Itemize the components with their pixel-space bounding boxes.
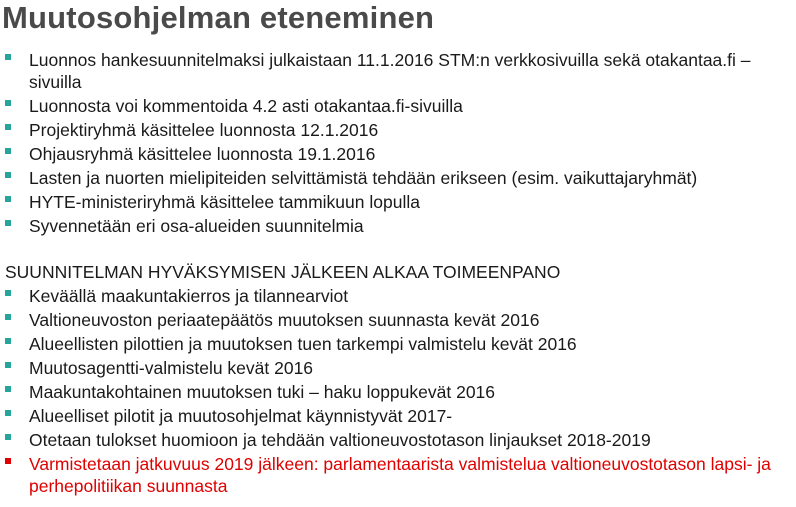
list-item [0, 167, 796, 189]
list-item [0, 215, 796, 237]
list-item-text: Keväällä maakuntakierros ja tilannearviot [29, 286, 349, 306]
list-item-text: Lasten ja nuorten mielipiteiden selvittämistä tehdään erikseen (esim. vaikuttajaryhmät) [29, 168, 698, 188]
list-item [0, 333, 796, 355]
square-bullet-icon [5, 314, 11, 320]
list-item-text: Varmistetaan jatkuvuus 2019 jälkeen: parlamentaarista valmistelua valtioneuvostotason lapsi- ja perhepolitiikan suunnasta [29, 454, 771, 496]
list-item [0, 143, 796, 165]
progress-list [0, 49, 796, 237]
list-item [0, 381, 796, 403]
square-bullet-icon [5, 458, 11, 464]
section-heading: SUUNNITELMAN HYVÄKSYMISEN JÄLKEEN ALKAA TOIMEENPANO [5, 262, 561, 282]
square-bullet-icon [5, 290, 11, 296]
square-bullet-icon [5, 196, 11, 202]
square-bullet-icon [5, 338, 11, 344]
square-bullet-icon [5, 220, 11, 226]
square-bullet-icon [5, 386, 11, 392]
list-item-text: Alueellisten pilottien ja muutoksen tuen tarkempi valmistelu kevät 2016 [29, 334, 577, 354]
list-item-text: Projektiryhmä käsittelee luonnosta 12.1.2016 [29, 120, 379, 140]
square-bullet-icon [5, 172, 11, 178]
square-bullet-icon [5, 148, 11, 154]
list-item [0, 357, 796, 379]
list-item-text: HYTE-ministeriryhmä käsittelee tammikuun lopulla [29, 192, 420, 212]
list-item-text: Luonnosta voi kommentoida 4.2 asti otakantaa.fi-sivuilla [29, 96, 463, 116]
square-bullet-icon [5, 100, 11, 106]
list-item [0, 309, 796, 331]
page-title: Muutosohjelman eteneminen [2, 0, 435, 35]
list-item [0, 405, 796, 427]
list-item [0, 119, 796, 141]
list-item-text: Alueelliset pilotit ja muutosohjelmat käynnistyvät 2017- [29, 406, 453, 426]
list-item [0, 285, 796, 307]
square-bullet-icon [5, 410, 11, 416]
square-bullet-icon [5, 54, 11, 60]
list-item-text: Syvennetään eri osa-alueiden suunnitelmia [29, 216, 364, 236]
implementation-list [0, 285, 796, 497]
list-item-text: Luonnos hankesuunnitelmaksi julkaistaan 11.1.2016 STM:n verkkosivuilla sekä otakantaa.fi –sivuilla [29, 50, 751, 92]
square-bullet-icon [5, 362, 11, 368]
list-item-text: Otetaan tulokset huomioon ja tehdään valtioneuvostotason linjaukset 2018-2019 [29, 430, 651, 450]
list-item [0, 191, 796, 213]
square-bullet-icon [5, 124, 11, 130]
list-item [0, 49, 796, 93]
list-item [0, 429, 796, 451]
list-item-text: Muutosagentti-valmistelu kevät 2016 [29, 358, 314, 378]
highlighted-list-item [0, 453, 796, 497]
list-item-text: Valtioneuvoston periaatepäätös muutoksen suunnasta kevät 2016 [29, 310, 540, 330]
list-item [0, 95, 796, 117]
list-item-text: Ohjausryhmä käsittelee luonnosta 19.1.2016 [29, 144, 376, 164]
slide-content [0, 49, 796, 499]
square-bullet-icon [5, 434, 11, 440]
list-item-text: Maakuntakohtainen muutoksen tuki – haku loppukevät 2016 [29, 382, 496, 402]
